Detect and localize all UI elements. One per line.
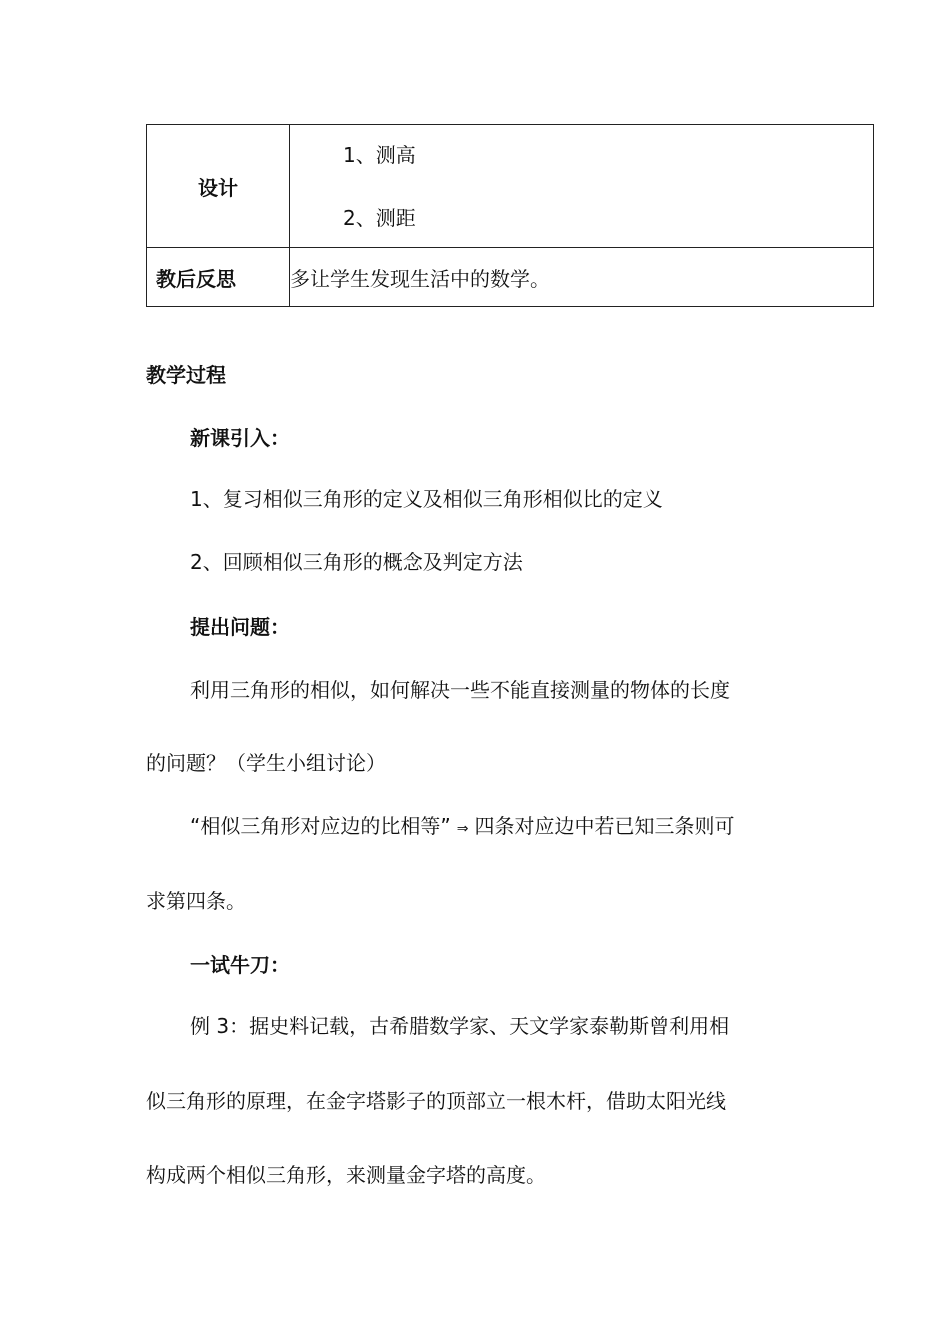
design-item-distance: 2、测距 [343, 206, 416, 230]
design-content [290, 125, 874, 248]
question-heading: 提出问题： [190, 615, 290, 639]
design-item-height: 1、测高 [343, 143, 416, 167]
question-line-1: 利用三角形的相似，如何解决一些不能直接测量的物体的长度 [190, 678, 730, 702]
question-line-2: 的问题？（学生小组讨论） [146, 751, 386, 775]
intro-heading: 新课引入： [190, 426, 290, 450]
reflection-label: 教后反思 [147, 248, 290, 307]
design-row [147, 125, 874, 248]
implies-arrow-icon: ⇒ [456, 821, 469, 837]
intro-item-2: 2、回顾相似三角形的概念及判定方法 [190, 550, 523, 574]
intro-item-1: 1、复习相似三角形的定义及相似三角形相似比的定义 [190, 487, 663, 511]
reflection-row [147, 248, 874, 307]
conclusion-text: 四条对应边中若已知三条则可 [474, 814, 735, 838]
reflection-text: 多让学生发现生活中的数学。 [290, 248, 874, 307]
example-line-1: 例 3：据史料记载，古希腊数学家、天文学家泰勒斯曾利用相 [190, 1014, 730, 1038]
conclusion-continued: 求第四条。 [146, 889, 246, 913]
quote-text: “相似三角形对应边的比相等” [190, 814, 451, 838]
quote-line [190, 812, 734, 843]
section-title: 教学过程 [146, 363, 226, 387]
trial-heading: 一试牛刀： [190, 953, 290, 977]
design-label: 设计 [147, 125, 290, 248]
example-line-3: 构成两个相似三角形，来测量金字塔的高度。 [146, 1163, 546, 1187]
lesson-info-table [146, 124, 874, 307]
example-line-2: 似三角形的原理，在金字塔影子的顶部立一根木杆，借助太阳光线 [146, 1089, 726, 1113]
